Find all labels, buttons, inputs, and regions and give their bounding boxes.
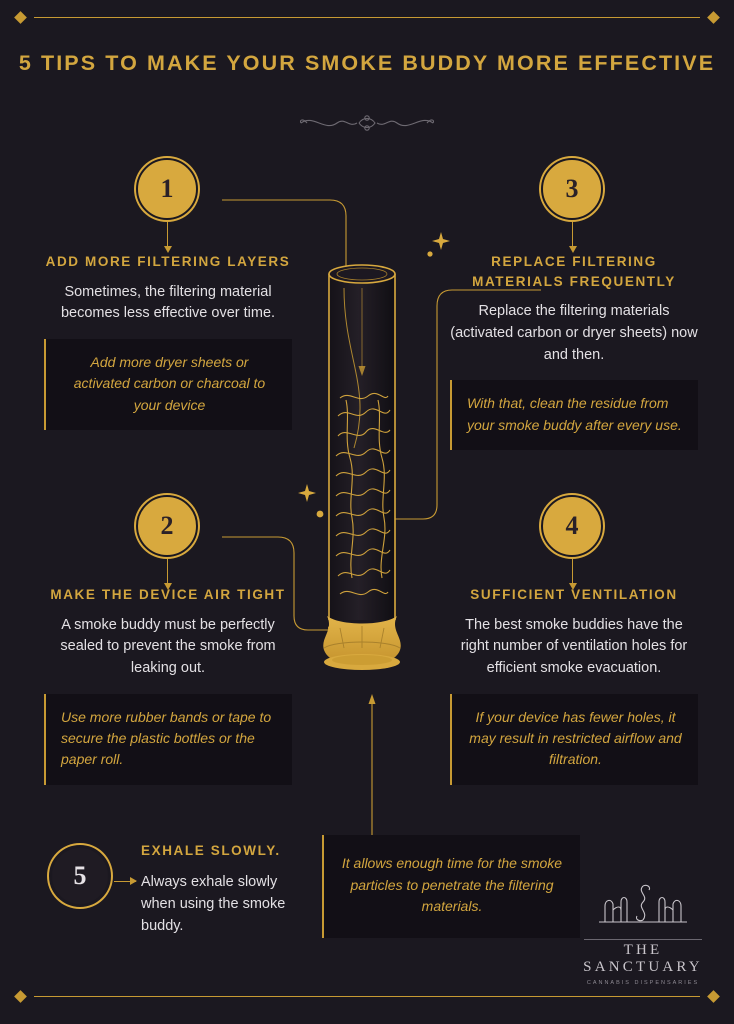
tip-5-body: Always exhale slowly when using the smoke buddy. [141,874,286,934]
brand-logo [568,880,718,986]
tip-2-heading: MAKE THE DEVICE AIR TIGHT [50,587,286,602]
sparkle-icon-left [298,482,328,529]
tip-3-arrow-icon [572,222,573,247]
tip-1-badge: 1 [136,158,198,220]
tip-2-badge: 2 [136,495,198,557]
page-title: 5 TIPS TO MAKE YOUR SMOKE BUDDY MORE EFFECTIVE [18,51,716,75]
smoke-buddy-illustration [292,248,442,683]
tip-1-note: Add more dryer sheets or activated carbon or charcoal to your device [44,339,292,430]
tip-4-body: The best smoke buddies have the right number of ventilation holes for efficient smoke evacuation. [460,616,688,677]
tip-3-badge: 3 [541,158,603,220]
tip-4-block [450,585,698,785]
tip-2-arrow-icon [167,559,168,584]
tip-1-arrow-icon [167,222,168,247]
tip-1-body: Sometimes, the filtering material becomes less effective over time. [60,283,276,322]
tip-3-note: With that, clean the residue from your smoke buddy after every use. [450,380,698,450]
tip-5-note: It allows enough time for the smoke particles to penetrate the filtering materials. [322,835,580,938]
logo-name: THE SANCTUARY [583,942,703,975]
tip-3-heading: REPLACE FILTERING MATERIALS FREQUENTLY [472,254,676,289]
tip-1-block [44,252,292,430]
sparkle-icon-top [424,230,450,265]
tip-5-badge: 5 [49,845,111,907]
tip-4-badge: 4 [541,495,603,557]
tip-2-body: A smoke buddy must be perfectly sealed to prevent the smoke from leaking out. [60,616,276,677]
tip-3-body: Replace the filtering materials (activated carbon or dryer sheets) now and then. [450,303,698,363]
tip-4-heading: SUFFICIENT VENTILATION [470,587,678,602]
logo-subtitle: CANNABIS DISPENSARIES [586,980,700,986]
tip-5-heading: EXHALE SLOWLY. [141,843,281,858]
logo-divider [584,939,702,940]
tip-4-note: If your device has fewer holes, it may result in restricted airflow and filtration. [450,694,698,785]
tip-2-block [44,585,292,785]
tip-4-arrow-icon [572,559,573,584]
tip-5-arrow-icon [114,881,136,882]
tip-2-note: Use more rubber bands or tape to secure the plastic bottles or the paper roll. [44,694,292,785]
tip-1-heading: ADD MORE FILTERING LAYERS [45,254,291,269]
tip-3-block [450,252,698,450]
sanctuary-emblem-icon [583,880,703,930]
